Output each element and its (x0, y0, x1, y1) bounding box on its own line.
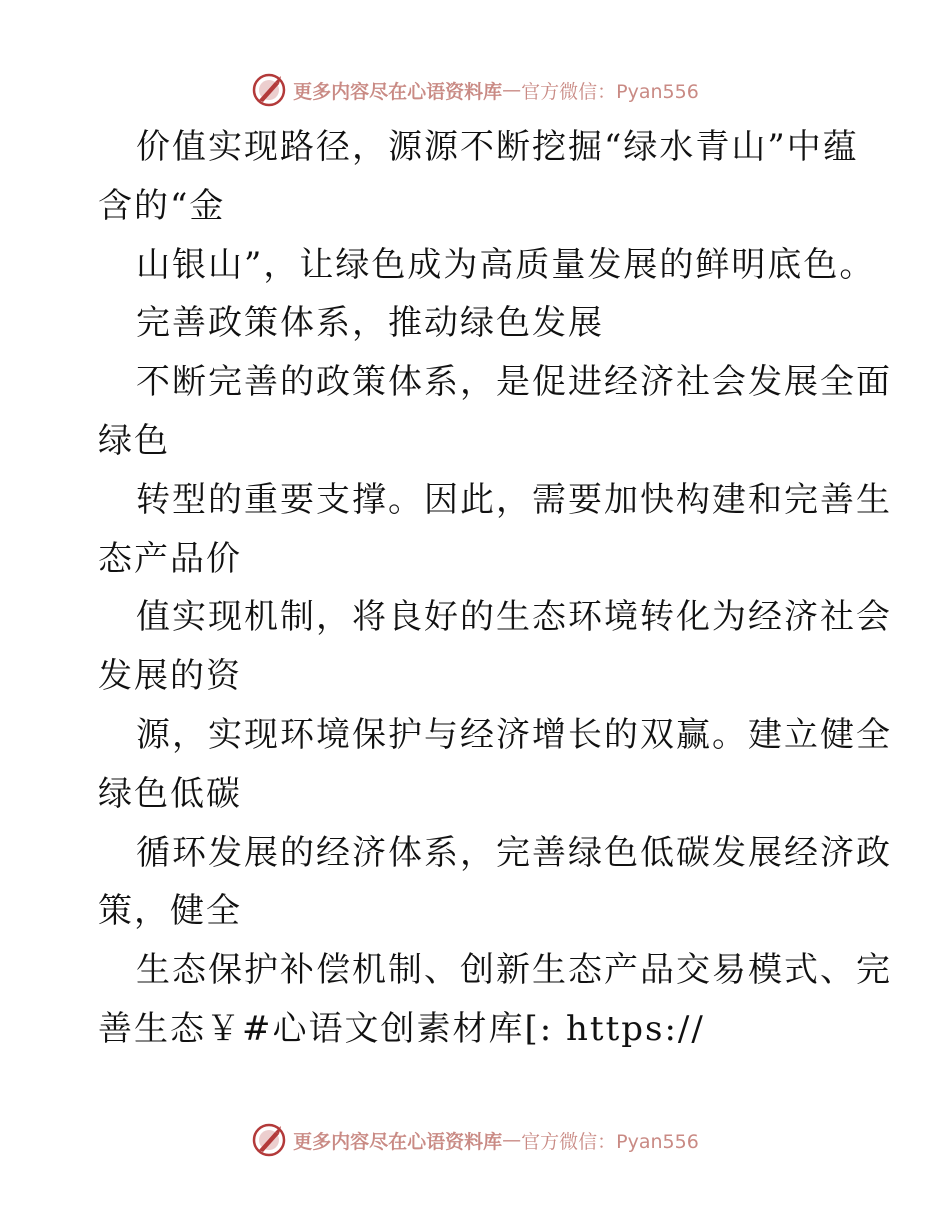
text-line: 策，健全 (98, 891, 242, 932)
footer-banner (0, 1120, 950, 1160)
section-heading: 完善政策体系，推动绿色发展 (136, 303, 604, 344)
banner-wechat-text: 官方微信：Pyan556 (521, 80, 699, 103)
text-line: 发展的资 (98, 656, 242, 697)
banner-brand-text: 更多内容尽在心语资料库 (293, 1130, 503, 1153)
text-line: 源，实现环境保护与经济增长的双赢。建立健全 (136, 714, 892, 755)
banner-dash: — (502, 79, 522, 101)
text-line: 山银山”，让绿色成为高质量发展的鲜明底色。 (136, 244, 876, 285)
document-body (98, 118, 892, 1059)
quill-circle-logo-icon (251, 72, 287, 108)
text-line: 循环发展的经济体系，完善绿色低碳发展经济政 (136, 832, 892, 873)
header-banner (0, 70, 950, 110)
banner-dash: — (502, 1129, 522, 1151)
text-line: 值实现机制，将良好的生态环境转化为经济社会 (136, 597, 892, 638)
text-line: 绿色 (98, 420, 170, 461)
banner-wechat-text: 官方微信：Pyan556 (521, 1130, 699, 1153)
text-line: 不断完善的政策体系，是促进经济社会发展全面 (136, 362, 892, 403)
text-line: 绿色低碳 (98, 773, 242, 814)
banner-brand-text: 更多内容尽在心语资料库 (293, 80, 503, 103)
quill-circle-logo-icon (251, 1122, 287, 1158)
text-line: 生态保护补偿机制、创新生态产品交易模式、完 (136, 950, 892, 991)
text-line: 价值实现路径，源源不断挖掘“绿水青山”中蕴 (136, 127, 859, 167)
text-line: 善生态￥#心语文创素材库[: https:// (98, 1008, 705, 1049)
text-line: 态产品价 (98, 538, 242, 579)
text-line: 转型的重要支撑。因此，需要加快构建和完善生 (136, 479, 892, 520)
text-line: 含的“金 (98, 185, 226, 226)
